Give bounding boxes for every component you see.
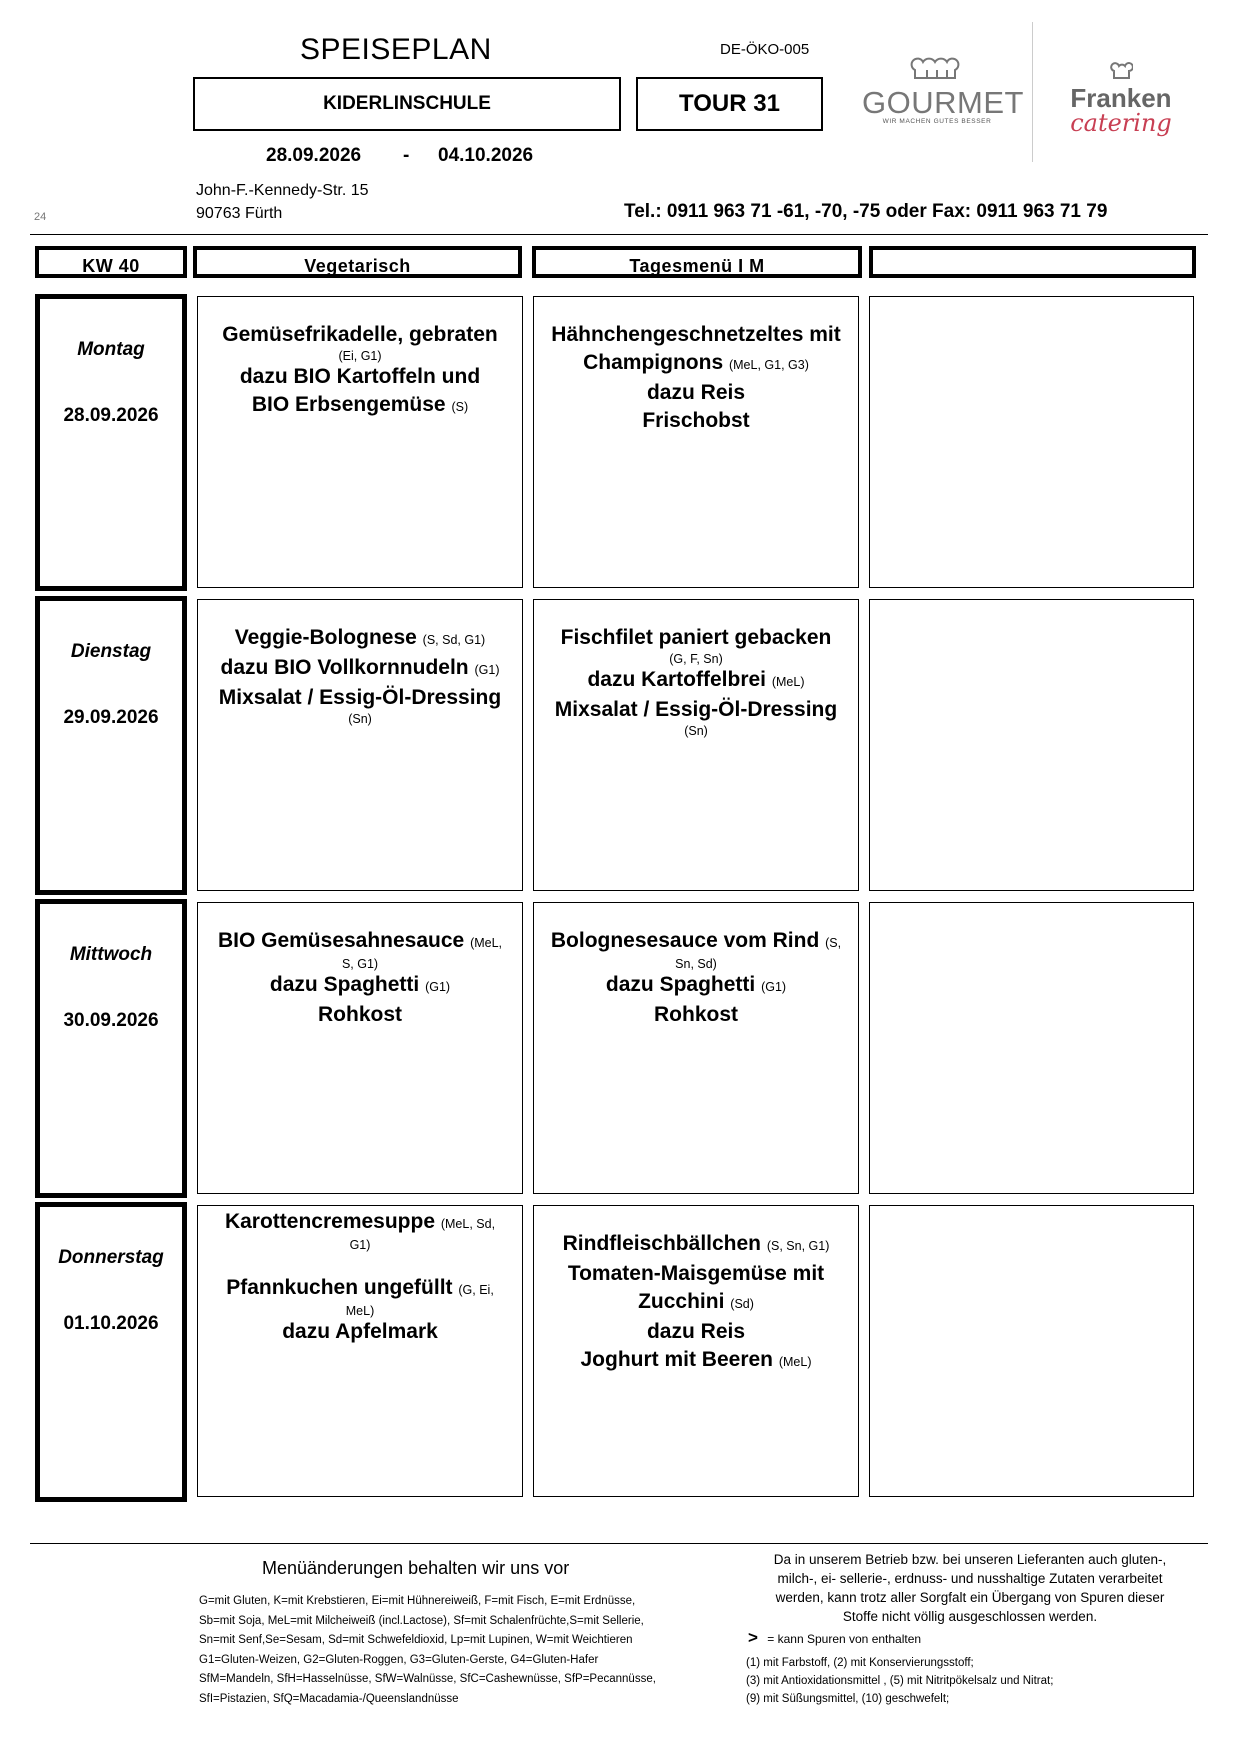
meal-text: Gemüsefrikadelle, gebraten [222,323,498,346]
date-from: 28.09.2026 [266,145,362,166]
day-name: Mittwoch [69,944,153,965]
additives-legend [746,1654,1053,1708]
allergen-note: (MeL, G1, G3) [728,358,809,372]
week-header: KW 40 [35,246,187,278]
disclaimer-line: Stoffe nicht völlig ausgeschlossen werden. [842,1609,1098,1624]
menu-changes-note: Menüänderungen behalten wir uns vor [262,1558,570,1578]
allergen-note: (Sd) [730,1297,754,1311]
meal-cell-wed-vegetarian [197,902,523,1194]
meal-cell-thu-vegetarian [197,1205,523,1497]
date-to: 04.10.2026 [438,145,534,166]
additive-line: (9) mit Süßungsmittel, (10) geschwefelt; [746,1693,950,1705]
allergen-legend [199,1592,656,1709]
traces-disclaimer [740,1550,1200,1626]
allergen-note: (Sn) [348,712,372,726]
trace-legend [748,1628,921,1648]
meal-cell-thu-daily [533,1205,859,1497]
vegetarian-header: Vegetarisch [193,246,522,278]
day-monday [35,294,187,591]
meal-text: Mixsalat / Essig-Öl-Dressing [554,698,838,721]
legend-line: Sn=mit Senf,Se=Sesam, Sd=mit Schwefeldioxid, Lp=mit Lupinen, W=mit Weichtieren [199,1634,633,1646]
disclaimer-line: milch-, ei- sellerie-, erdnuss- und nusshaltige Zutaten verarbeitet [777,1571,1163,1586]
school-name-box: KIDERLINSCHULE [193,77,621,131]
meal-cell-tue-daily [533,599,859,891]
day-thursday [35,1202,187,1502]
allergen-note: (G1) [761,980,787,994]
meal-cell-mon-vegetarian [197,296,523,588]
franken-logo [1056,60,1186,135]
allergen-note: (G, Ei, [458,1283,494,1297]
day-date: 01.10.2026 [63,1313,159,1334]
allergen-note: (G1) [425,980,451,994]
day-date: 30.09.2026 [63,1010,159,1031]
meal-text: Rindfleischbällchen [562,1232,761,1255]
meal-text: Pfannkuchen ungefüllt [226,1276,453,1299]
gourmet-tagline: WIR MACHEN GUTES BESSER [882,118,992,125]
meal-text: Rohkost [654,1003,738,1026]
meal-text: BIO Gemüsesahnesauce [217,929,465,952]
chef-hat-icon [907,56,967,82]
allergen-note: (Ei, G1) [338,349,382,363]
page-title: SPEISEPLAN [300,33,492,66]
gourmet-logo [862,56,1024,125]
catering-wordmark: catering [1070,109,1172,137]
meal-text: dazu Apfelmark [282,1320,438,1343]
meal-text: dazu BIO Kartoffeln und [239,365,481,388]
meal-text: Rohkost [318,1003,402,1026]
meal-text: Hähnchengeschnetzeltes mit [551,323,841,346]
page-number: 24 [34,211,47,223]
franken-wordmark: Franken [1070,83,1172,113]
header-divider [30,234,1208,235]
meal-text: dazu BIO Vollkornnudeln [220,656,469,679]
meal-text: Zucchini [638,1290,725,1313]
meal-cell-tue-vegetarian [197,599,523,891]
allergen-note: (S, Sn, G1) [766,1239,830,1253]
disclaimer-line: Da in unserem Betrieb bzw. bei unseren Lieferanten auch gluten-, [773,1552,1167,1567]
day-tuesday [35,596,187,895]
meal-text: Frischobst [642,409,750,432]
chef-hat-small-icon [1109,60,1133,80]
meal-text: Karottencremesuppe [224,1210,436,1233]
day-date: 28.09.2026 [63,405,159,426]
meal-cell-wed-extra [869,902,1194,1194]
meal-text: BIO Erbsengemüse [251,393,446,416]
address-street: John-F.-Kennedy-Str. 15 [196,182,369,199]
meal-text: dazu Reis [646,381,746,404]
allergen-note: S, G1) [341,957,379,971]
meal-text: Fischfilet paniert gebacken [560,626,832,649]
allergen-note: MeL) [345,1304,375,1318]
footer-divider [30,1543,1208,1544]
contact-line: Tel.: 0911 963 71 -61, -70, -75 oder Fax: 0911 963 71 79 [624,201,1108,222]
allergen-note: G1) [349,1238,371,1252]
allergen-note: (S, [825,936,842,950]
extra-column-header [869,246,1196,278]
day-wednesday [35,899,187,1198]
trace-symbol: > [748,1628,758,1647]
meal-cell-mon-daily [533,296,859,588]
allergen-note: (G, F, Sn) [669,652,723,666]
allergen-note: (MeL) [778,1355,812,1369]
meal-text: Mixsalat / Essig-Öl-Dressing [218,686,502,709]
day-name: Donnerstag [58,1247,164,1268]
meal-cell-mon-extra [869,296,1194,588]
allergen-note: (Sn) [684,724,708,738]
address-city: 90763 Fürth [196,205,283,222]
legend-line: G1=Gluten-Weizen, G2=Gluten-Roggen, G3=Gluten-Gerste, G4=Gluten-Hafer [199,1653,599,1666]
allergen-note: (G1) [474,663,500,677]
logo-divider [1032,22,1033,162]
meal-text: Veggie-Bolognese [234,626,417,649]
allergen-note: (MeL, Sd, [440,1217,496,1231]
daily-menu-header: Tagesmenü I M [532,246,862,278]
day-date: 29.09.2026 [63,707,159,728]
gourmet-wordmark: GOURMET [862,85,1024,120]
disclaimer-line: werden, kann trotz aller Sorgfalt ein Übergang von Spuren dieser [775,1590,1165,1605]
date-separator: - [403,145,410,166]
meal-text: Joghurt mit Beeren [580,1348,774,1371]
tour-box: TOUR 31 [636,77,823,131]
meal-cell-thu-extra [869,1205,1194,1497]
additive-line: (1) mit Farbstoff, (2) mit Konservierungsstoff; [746,1657,974,1669]
legend-line: Sb=mit Soja, MeL=mit Milcheiweiß (incl.Lactose), Sf=mit Schalenfrüchte,S=mit Sellerie, [199,1614,644,1627]
meal-text: Bolognesesauce vom Rind [550,929,820,952]
day-name: Montag [77,339,145,360]
meal-text: Tomaten-Maisgemüse mit [567,1262,825,1285]
trace-text: = kann Spuren von enthalten [767,1632,922,1646]
day-name: Dienstag [70,641,152,662]
eco-code: DE-ÖKO-005 [720,41,810,58]
allergen-note: (MeL) [771,675,805,689]
meal-text: dazu Reis [646,1320,746,1343]
legend-line: SfI=Pistazien, SfQ=Macadamia-/Queenslandnüsse [199,1692,459,1705]
meal-cell-tue-extra [869,599,1194,891]
allergen-note: (S, Sd, G1) [422,633,486,647]
meal-text: dazu Spaghetti [605,973,756,996]
meal-text: Champignons [583,351,724,374]
legend-line: SfM=Mandeln, SfH=Hasselnüsse, SfW=Walnüsse, SfC=Cashewnüsse, SfP=Pecannüsse, [199,1673,656,1685]
additive-line: (3) mit Antioxidationsmittel , (5) mit Nitritpökelsalz und Nitrat; [746,1675,1054,1687]
allergen-note: Sn, Sd) [675,957,717,971]
legend-line: G=mit Gluten, K=mit Krebstieren, Ei=mit Hühnereiweiß, F=mit Fisch, E=mit Erdnüsse, [199,1595,636,1607]
allergen-note: (S) [451,400,469,414]
meal-text: dazu Spaghetti [269,973,420,996]
meal-text: dazu Kartoffelbrei [587,668,767,691]
meal-cell-wed-daily [533,902,859,1194]
allergen-note: (MeL, [470,936,503,950]
